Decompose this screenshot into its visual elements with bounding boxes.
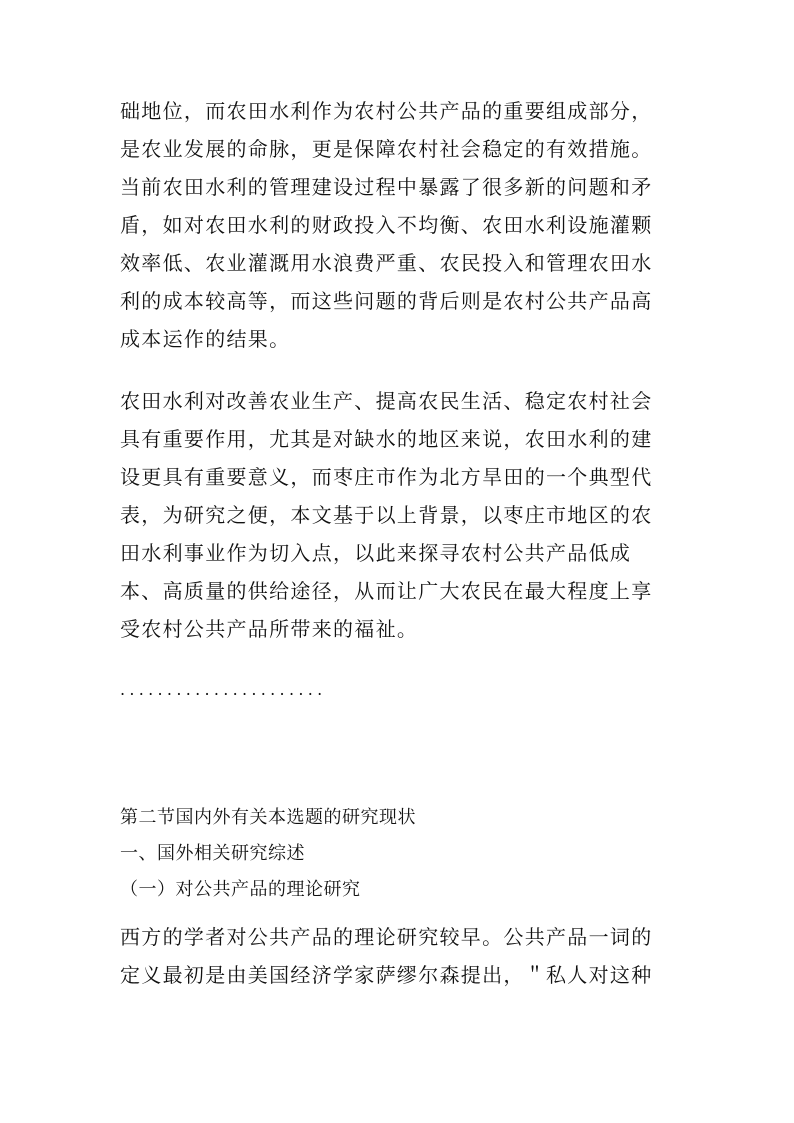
body-paragraph-1 [120, 92, 680, 358]
text-line: 盾，如对农田水利的财政投入不均衡、农田水利设施灌颗 [120, 213, 653, 237]
text-line: 表，为研究之便，本文基于以上背景，以枣庄市地区的农 [120, 503, 653, 527]
text-line: 是农业发展的命脉，更是保障农村社会稳定的有效措施。 [120, 137, 653, 161]
body-paragraph-2 [120, 382, 680, 648]
subsubsection-heading: （一）对公共产品的理论研究 [120, 879, 361, 900]
text-line: 本、高质量的供给途径，从而让广大农民在最大程度上享 [120, 579, 653, 603]
text-line: 定义最初是由美国经济学家萨缪尔森提出，＂私人对这种 [120, 963, 653, 987]
text-line: 农田水利对改善农业生产、提高农民生活、稳定农村社会 [120, 389, 653, 413]
headings-block [120, 800, 680, 908]
subsection-heading: 一、国外相关研究综述 [120, 843, 305, 864]
text-line: 设更具有重要意义，而枣庄市作为北方旱田的一个典型代 [120, 465, 653, 489]
text-line: 利的成本较高等，而这些问题的背后则是农村公共产品高 [120, 289, 653, 313]
text-line: 础地位，而农田水利作为农村公共产品的重要组成部分， [120, 99, 653, 123]
text-line: 效率低、农业灌溉用水浪费严重、农民投入和管理农田水 [120, 251, 653, 275]
body-paragraph-3 [120, 918, 680, 994]
text-line: 具有重要作用，尤其是对缺水的地区来说，农田水利的建 [120, 427, 653, 451]
text-line: 西方的学者对公共产品的理论研究较早。公共产品一词的 [120, 925, 653, 949]
text-line: 当前农田水利的管理建设过程中暴露了很多新的问题和矛 [120, 175, 653, 199]
section-heading: 第二节国内外有关本选题的研究现状 [120, 807, 416, 828]
text-line: 成本运作的结果。 [120, 327, 291, 351]
text-line: 田水利事业作为切入点，以此来探寻农村公共产品低成 [120, 541, 632, 565]
dotted-separator: ...................... [120, 680, 327, 699]
text-line: 受农村公共产品所带来的福祉。 [120, 617, 419, 641]
